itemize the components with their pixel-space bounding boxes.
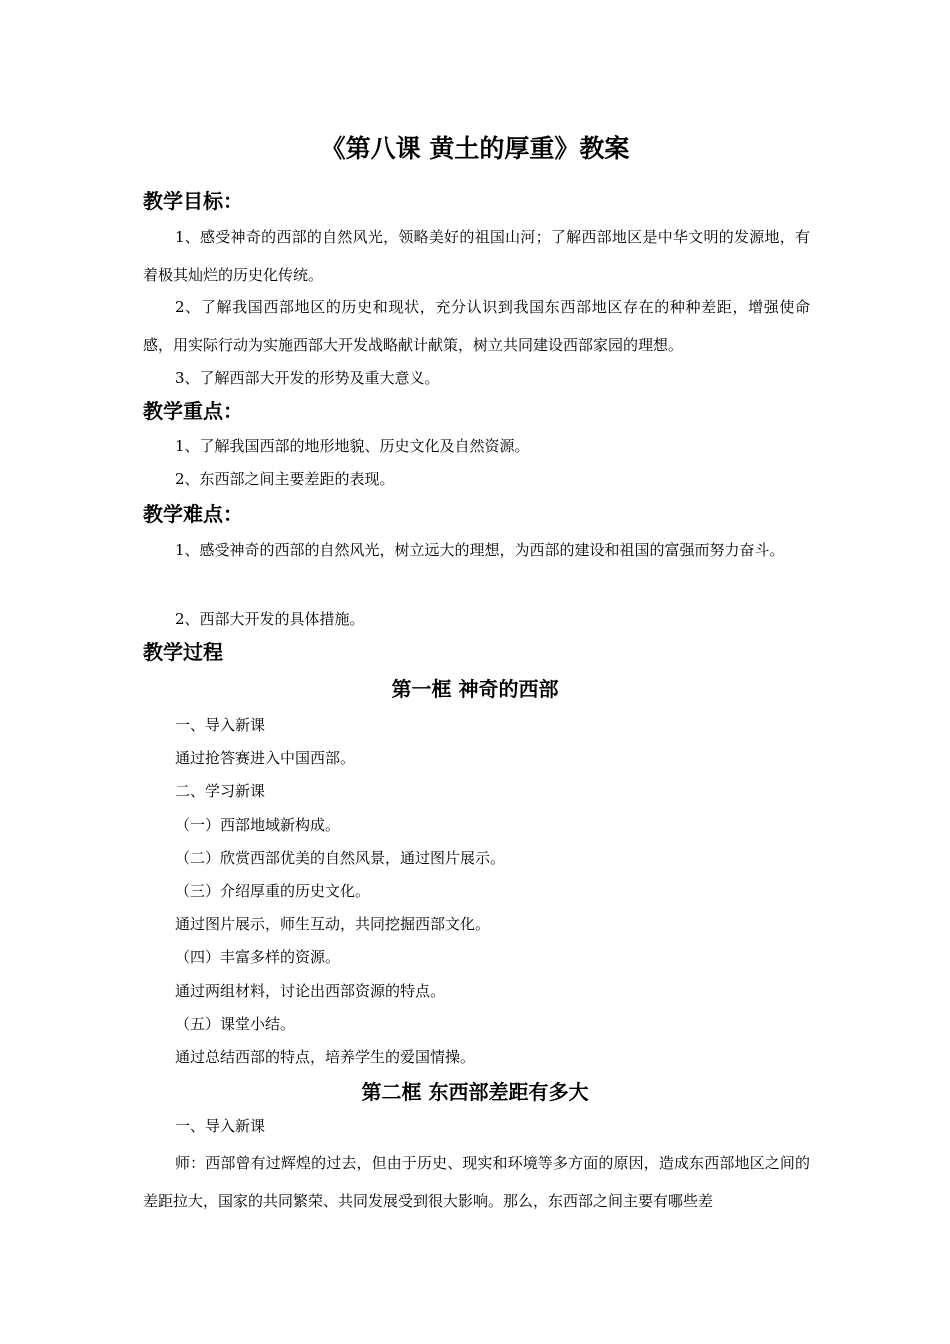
goal-item: 2、了解我国西部地区的历史和现状，充分认识到我国东西部地区存在的种种差距，增强使命感，用实际行动为实施西部大开发战略献计献策，树立共同建设西部家园的理想。: [143, 298, 810, 354]
goal-item: 1、感受神奇的西部的自然风光，领略美好的祖国山河；了解西部地区是中华文明的发源地，有着极其灿烂的历史化传统。: [143, 228, 810, 284]
frame1-line: 通过总结西部的特点，培养学生的爱国情操。: [175, 1048, 476, 1066]
document-title: 《第八课 黄土的厚重》教案: [320, 134, 630, 163]
frame1-title: 第一框 神奇的西部: [391, 677, 559, 701]
key-point-item: 1、了解我国西部的地形地貌、历史文化及自然资源。: [175, 437, 530, 455]
difficulties-heading: 教学难点：: [143, 502, 243, 526]
frame2-title: 第二框 东西部差距有多大: [361, 1080, 589, 1104]
frame1-line: 通过两组材料，讨论出西部资源的特点。: [175, 982, 446, 1000]
frame1-line: （五）课堂小结。: [175, 1015, 296, 1033]
difficulty-item: 2、西部大开发的具体措施。: [175, 610, 365, 628]
difficulty-item: 1、感受神奇的西部的自然风光，树立远大的理想，为西部的建设和祖国的富强而努力奋斗。: [175, 541, 785, 559]
goals-heading: 教学目标：: [143, 189, 243, 213]
frame1-line: 通过抢答赛进入中国西部。: [175, 749, 356, 767]
frame1-line: 通过图片展示，师生互动，共同挖掘西部文化。: [175, 915, 491, 933]
frame2-intro: 一、导入新课: [175, 1117, 266, 1135]
key-point-item: 2、东西部之间主要差距的表现。: [175, 470, 395, 488]
goal-item: 3、了解西部大开发的形势及重大意义。: [175, 369, 440, 387]
frame1-line: （一）西部地域新构成。: [175, 816, 341, 834]
process-heading: 教学过程: [143, 640, 223, 664]
frame1-line: （四）丰富多样的资源。: [175, 948, 341, 966]
frame1-line: 一、导入新课: [175, 716, 266, 734]
frame1-line: （二）欣赏西部优美的自然风景，通过图片展示。: [175, 849, 506, 867]
frame1-line: （三）介绍厚重的历史文化。: [175, 882, 371, 900]
frame2-text: 师：西部曾有过辉煌的过去，但由于历史、现实和环境等多方面的原因，造成东西部地区之间的差距拉大，国家的共同繁荣、共同发展受到很大影响。那么，东西部之间主要有哪些差: [143, 1154, 810, 1210]
frame1-line: 二、学习新课: [175, 782, 266, 800]
key-points-heading: 教学重点：: [143, 399, 243, 423]
